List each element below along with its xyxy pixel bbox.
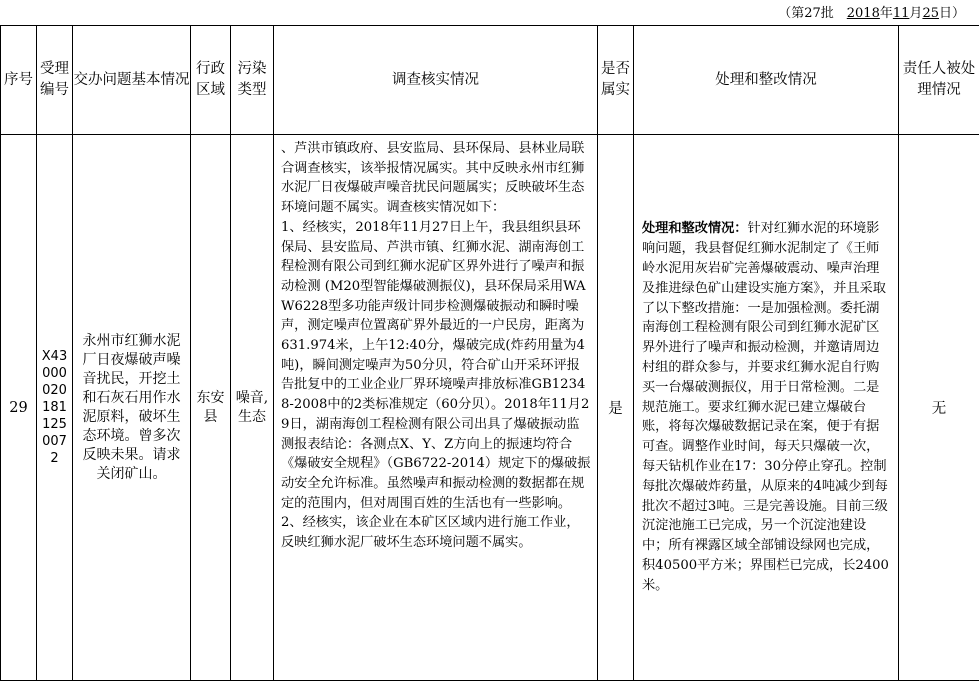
header-row bbox=[1, 26, 979, 135]
header-region: 行政区域 bbox=[191, 26, 231, 135]
batch-month: 11 bbox=[893, 6, 910, 21]
cell-investigation bbox=[274, 135, 598, 681]
header-issue: 交办问题基本情况 bbox=[73, 26, 191, 135]
header-responsible: 责任人被处理情况 bbox=[899, 26, 979, 135]
handling-text: 针对红狮水泥的环境影响问题，我县督促红狮水泥制定了《王师岭水泥用灰岩矿完善爆破震动、噪声治理及推进绿色矿山建设实施方案》，并且采取了以下整改措施：一是加强检测。委托湖南海创工程检测有限公司到红狮水泥矿区界外进行了噪声和振动检测，并邀请周边村组的群众参与，并要求红狮水泥自行购买一台爆破测振仪，用于日常检测。二是规范施工。要求红狮水泥已建立爆破台账，将每次爆破数据记录在案，便于有据可查。调整作业时间，每天只爆破一次，每天钻机作业在17：30分停止穿孔。控制每批次爆破炸药量，从原来的4吨减少到每批次不超过3吨。三是完善设施。目前三级沉淀池施工已完成，另一个沉淀池建设中；所有裸露区域全部铺设绿网也完成，积40500平方米；界围栏已完成，长2400米。 bbox=[642, 221, 889, 592]
investigation-intro: 、芦洪市镇政府、县安监局、县环保局、县林业局联合调查核实，该举报情况属实。其中反映永州市红狮水泥厂日夜爆破声噪音扰民问题属实；反映破坏生态环境问题不属实。调查核实情况如下： bbox=[281, 139, 591, 218]
cell-receipt-no: X430000201811250072 bbox=[37, 135, 73, 681]
batch-day-suffix: 日） bbox=[939, 6, 965, 21]
header-handling: 处理和整改情况 bbox=[634, 26, 899, 135]
batch-year: 2018 bbox=[847, 6, 880, 21]
investigation-point-1: 1、经核实，2018年11月27日上午，我县组织县环保局、县安监局、芦洪市镇、红狮水泥、湖南海创工程检测有限公司到红狮水泥矿区界外进行了噪声和振动检测 (M20型智能爆破测振仪)，县环保局采用WAW6228型多功能声级计同步检测爆破振动和瞬时噪声，测定噪声位置离矿界外最近的一户民房，距离为631.974米，上午12:40分，爆破完成(炸药用量为4吨)，瞬间测定噪声为50分贝，符合矿山开采环评报告批复中的工业企业厂界环境噪声排放标准GB12348-2008中的2类标准规定（60分贝）。2018年11月29日，湖南海创工程检测有限公司出具了爆破振动监测报表结论：各测点X、Y、Z方向上的振速均符合《爆破安全规程》（GB6722-2014）规定下的爆破振动安全允许标准。虽然噪声和振动检测的数据都在规定的范围内，但对周围百姓的生活也有一些影响。 bbox=[281, 218, 591, 514]
batch-date-line bbox=[778, 4, 965, 24]
cell-region: 东安县 bbox=[191, 135, 231, 681]
cell-responsible: 无 bbox=[899, 135, 979, 681]
header-is-true: 是否属实 bbox=[598, 26, 634, 135]
header-seq: 序号 bbox=[1, 26, 37, 135]
batch-year-suffix: 年 bbox=[880, 6, 893, 21]
cell-seq: 29 bbox=[1, 135, 37, 681]
investigation-point-2: 2、经核实，该企业在本矿区区域内进行施工作业，反映红狮水泥厂破坏生态环境问题不属实。 bbox=[281, 513, 591, 552]
batch-month-suffix: 月 bbox=[909, 6, 922, 21]
cell-pollution-type: 噪音,生态 bbox=[231, 135, 274, 681]
complaint-report-table bbox=[0, 25, 979, 681]
cell-issue: 永州市红狮水泥厂日夜爆破声噪音扰民，开挖土和石灰石用作水泥原料，破坏生态环境。曾多次反映未果。请求关闭矿山。 bbox=[73, 135, 191, 681]
batch-prefix: （第27批 bbox=[778, 6, 847, 21]
cell-handling bbox=[634, 135, 899, 681]
header-pollution-type: 污染类型 bbox=[231, 26, 274, 135]
header-investigation: 调查核实情况 bbox=[274, 26, 598, 135]
header-receipt-no: 受理编号 bbox=[37, 26, 73, 135]
handling-lead: 处理和整改情况： bbox=[642, 221, 748, 236]
cell-is-true: 是 bbox=[598, 135, 634, 681]
batch-day: 25 bbox=[922, 6, 939, 21]
table-row bbox=[1, 135, 979, 681]
